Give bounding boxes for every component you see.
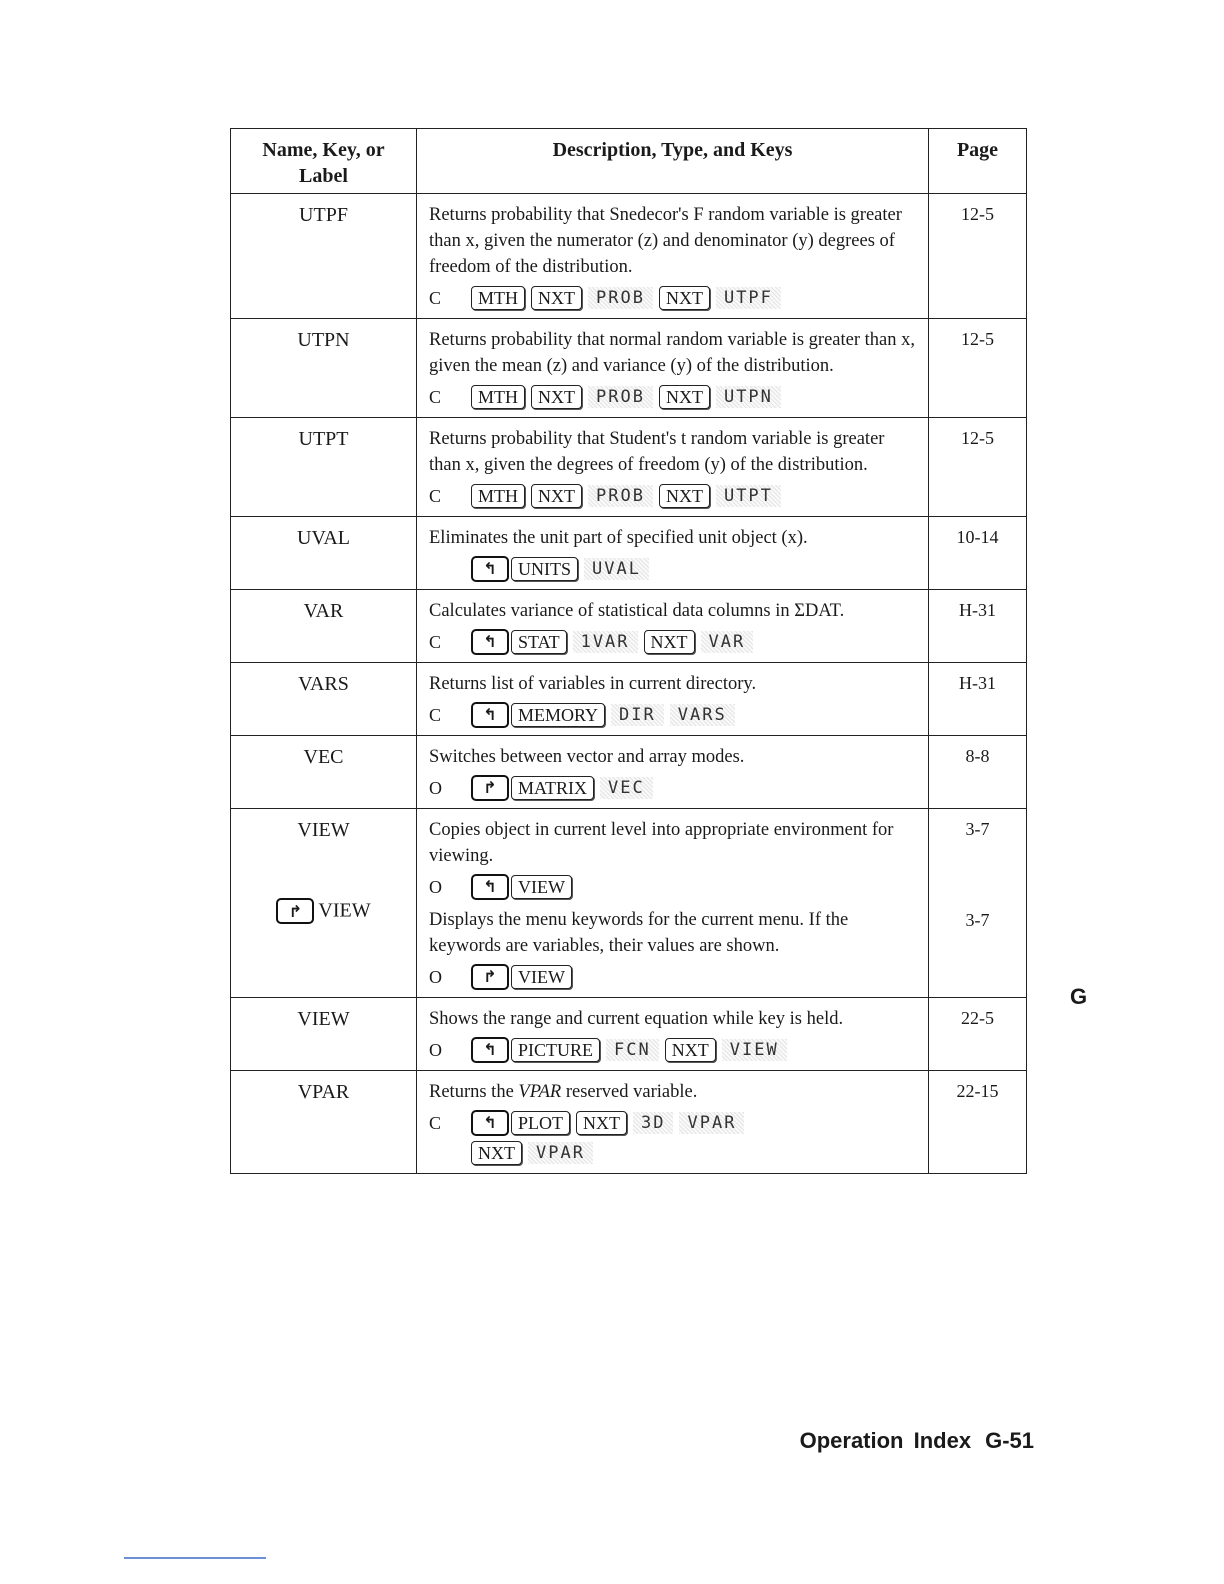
menu-key-prob: PROB [588,287,653,309]
key-nxt: NXT [531,385,582,409]
entry-type: C [429,1113,442,1133]
entry-name: VAR [231,590,417,663]
key-plot: PLOT [511,1111,570,1135]
sub-entry [429,817,918,901]
footer-title: Operation Index [799,1428,972,1453]
key-mth: MTH [471,286,525,310]
key-stat: STAT [511,630,567,654]
entry-type: O [429,778,442,798]
entry-type: C [429,288,442,308]
table-row [231,1071,1027,1174]
menu-key-prob: PROB [588,386,653,408]
key-sequence-continued [429,1139,918,1167]
entry-description [417,319,929,418]
sub-entry [429,907,918,991]
table-row [231,663,1027,736]
entry-name: VIEW [297,819,350,841]
header-description: Description, Type, and Keys [417,129,929,194]
table-row [231,517,1027,590]
key-view: VIEW [511,875,572,899]
entry-text: Copies object in current level into appropriate environment for viewing. [429,820,894,866]
entry-text: Returns list of variables in current directory. [429,674,757,694]
key-sequence [429,555,918,583]
entry-text: Eliminates the unit part of specified unit object (x). [429,528,808,548]
menu-key-utpt: UTPT [716,485,781,507]
menu-key-vpar: VPAR [528,1142,593,1164]
entry-text: Returns probability that Student's t random variable is greater than x, given the degrees of freedom (y) of the distribution. [429,429,885,475]
right-shift-key-icon: ↱ [276,898,314,924]
entry-name: VEC [231,736,417,809]
entry-name: UTPT [231,418,417,517]
key-units: UNITS [511,557,578,581]
entry-description [417,590,929,663]
entry-type: C [429,387,442,407]
key-nxt: NXT [531,484,582,508]
key-nxt: NXT [644,630,695,654]
sub-entry-name [232,898,415,924]
entry-description [417,663,929,736]
menu-key-var: VAR [701,631,754,653]
key-mth: MTH [471,484,525,508]
menu-key-utpn: UTPN [716,386,781,408]
entry-text-pre: Returns the [429,1082,519,1102]
left-shift-key-icon: ↰ [471,556,509,582]
section-tab-letter: G [1070,984,1088,1009]
entry-description [417,1071,929,1174]
header-page: Page [929,129,1027,194]
entry-description [417,809,929,998]
table-row [231,194,1027,319]
menu-key-prob: PROB [588,485,653,507]
left-shift-key-icon: ↰ [471,874,509,900]
key-sequence [429,963,918,991]
key-sequence [429,701,918,729]
entry-type: O [429,877,442,897]
entry-name: VPAR [231,1071,417,1174]
sub-entry-page: 3-7 [965,910,990,930]
entry-text: Returns probability that normal random variable is greater than x, given the mean (z) and variance (y) of the distribution. [429,330,915,376]
entry-page: H-31 [929,590,1027,663]
table-header-row [231,129,1027,194]
table-row [231,998,1027,1071]
table-row [231,809,1027,998]
key-memory: MEMORY [511,703,605,727]
menu-key-1var: 1VAR [573,631,638,653]
key-sequence [429,1036,918,1064]
entry-page: 10-14 [929,517,1027,590]
entry-page: 22-15 [929,1071,1027,1174]
key-sequence [429,284,918,312]
entry-description [417,998,929,1071]
bottom-rule [124,1557,266,1559]
menu-key-view: VIEW [722,1039,787,1061]
sub-entry-name-label: VIEW [318,899,371,922]
left-shift-key-icon: ↰ [471,1037,509,1063]
right-shift-key-icon: ↱ [471,775,509,801]
menu-key-vars: VARS [670,704,735,726]
entry-text-variable: VPAR [518,1082,562,1102]
entry-type: C [429,705,442,725]
menu-key-vec: VEC [600,777,653,799]
entry-page: 12-5 [929,194,1027,319]
entry-name: VIEW [231,998,417,1071]
key-sequence [429,482,918,510]
menu-key-fcn: FCN [606,1039,659,1061]
key-mth: MTH [471,385,525,409]
key-picture: PICTURE [511,1038,600,1062]
entry-type: C [429,486,442,506]
key-nxt: NXT [531,286,582,310]
entry-page: 8-8 [929,736,1027,809]
entry-name: UVAL [231,517,417,590]
entry-name: UTPN [231,319,417,418]
entry-type: O [429,967,442,987]
key-sequence [429,383,918,411]
entry-text: Switches between vector and array modes. [429,747,745,767]
entry-text-post: reserved variable. [561,1082,698,1102]
key-nxt: NXT [471,1141,522,1165]
table-row [231,418,1027,517]
key-sequence [429,1109,918,1137]
entry-type: C [429,632,442,652]
entry-name: UTPF [231,194,417,319]
menu-key-3d: 3D [633,1112,673,1134]
page-footer [800,1428,1034,1454]
table-row [231,319,1027,418]
key-sequence [429,628,918,656]
left-shift-key-icon: ↰ [471,1110,509,1136]
header-name: Name, Key, or Label [231,129,417,194]
entry-description [417,736,929,809]
table-row [231,736,1027,809]
menu-key-vpar: VPAR [679,1112,744,1134]
entry-text [429,1079,918,1105]
entry-description [417,517,929,590]
entry-page-cell [929,809,1027,998]
entry-description [417,418,929,517]
footer-page-number: G-51 [985,1428,1034,1453]
operation-index-table [230,128,1027,1174]
key-nxt: NXT [659,286,710,310]
entry-name: VARS [231,663,417,736]
entry-text: Shows the range and current equation while key is held. [429,1009,844,1029]
entry-type: O [429,1040,442,1060]
entry-description [417,194,929,319]
entry-page: 3-7 [965,819,990,839]
key-nxt: NXT [665,1038,716,1062]
entry-text: Displays the menu keywords for the current menu. If the keywords are variables, their values are shown. [429,910,849,956]
left-shift-key-icon: ↰ [471,702,509,728]
entry-page: 12-5 [929,319,1027,418]
table-row [231,590,1027,663]
key-nxt: NXT [659,484,710,508]
key-sequence [429,873,918,901]
menu-key-utpf: UTPF [716,287,781,309]
key-view: VIEW [511,965,572,989]
left-shift-key-icon: ↰ [471,629,509,655]
entry-page: H-31 [929,663,1027,736]
entry-name-cell [231,809,417,998]
menu-key-uval: UVAL [584,558,649,580]
key-matrix: MATRIX [511,776,594,800]
key-nxt: NXT [659,385,710,409]
entry-page: 22-5 [929,998,1027,1071]
entry-text: Calculates variance of statistical data columns in ΣDAT. [429,601,845,621]
right-shift-key-icon: ↱ [471,964,509,990]
entry-page: 12-5 [929,418,1027,517]
entry-text: Returns probability that Snedecor's F random variable is greater than x, given the numerator (z) and denominator (y) degrees of freedom of the distribution. [429,205,902,277]
key-nxt: NXT [576,1111,627,1135]
key-sequence [429,774,918,802]
menu-key-dir: DIR [611,704,664,726]
